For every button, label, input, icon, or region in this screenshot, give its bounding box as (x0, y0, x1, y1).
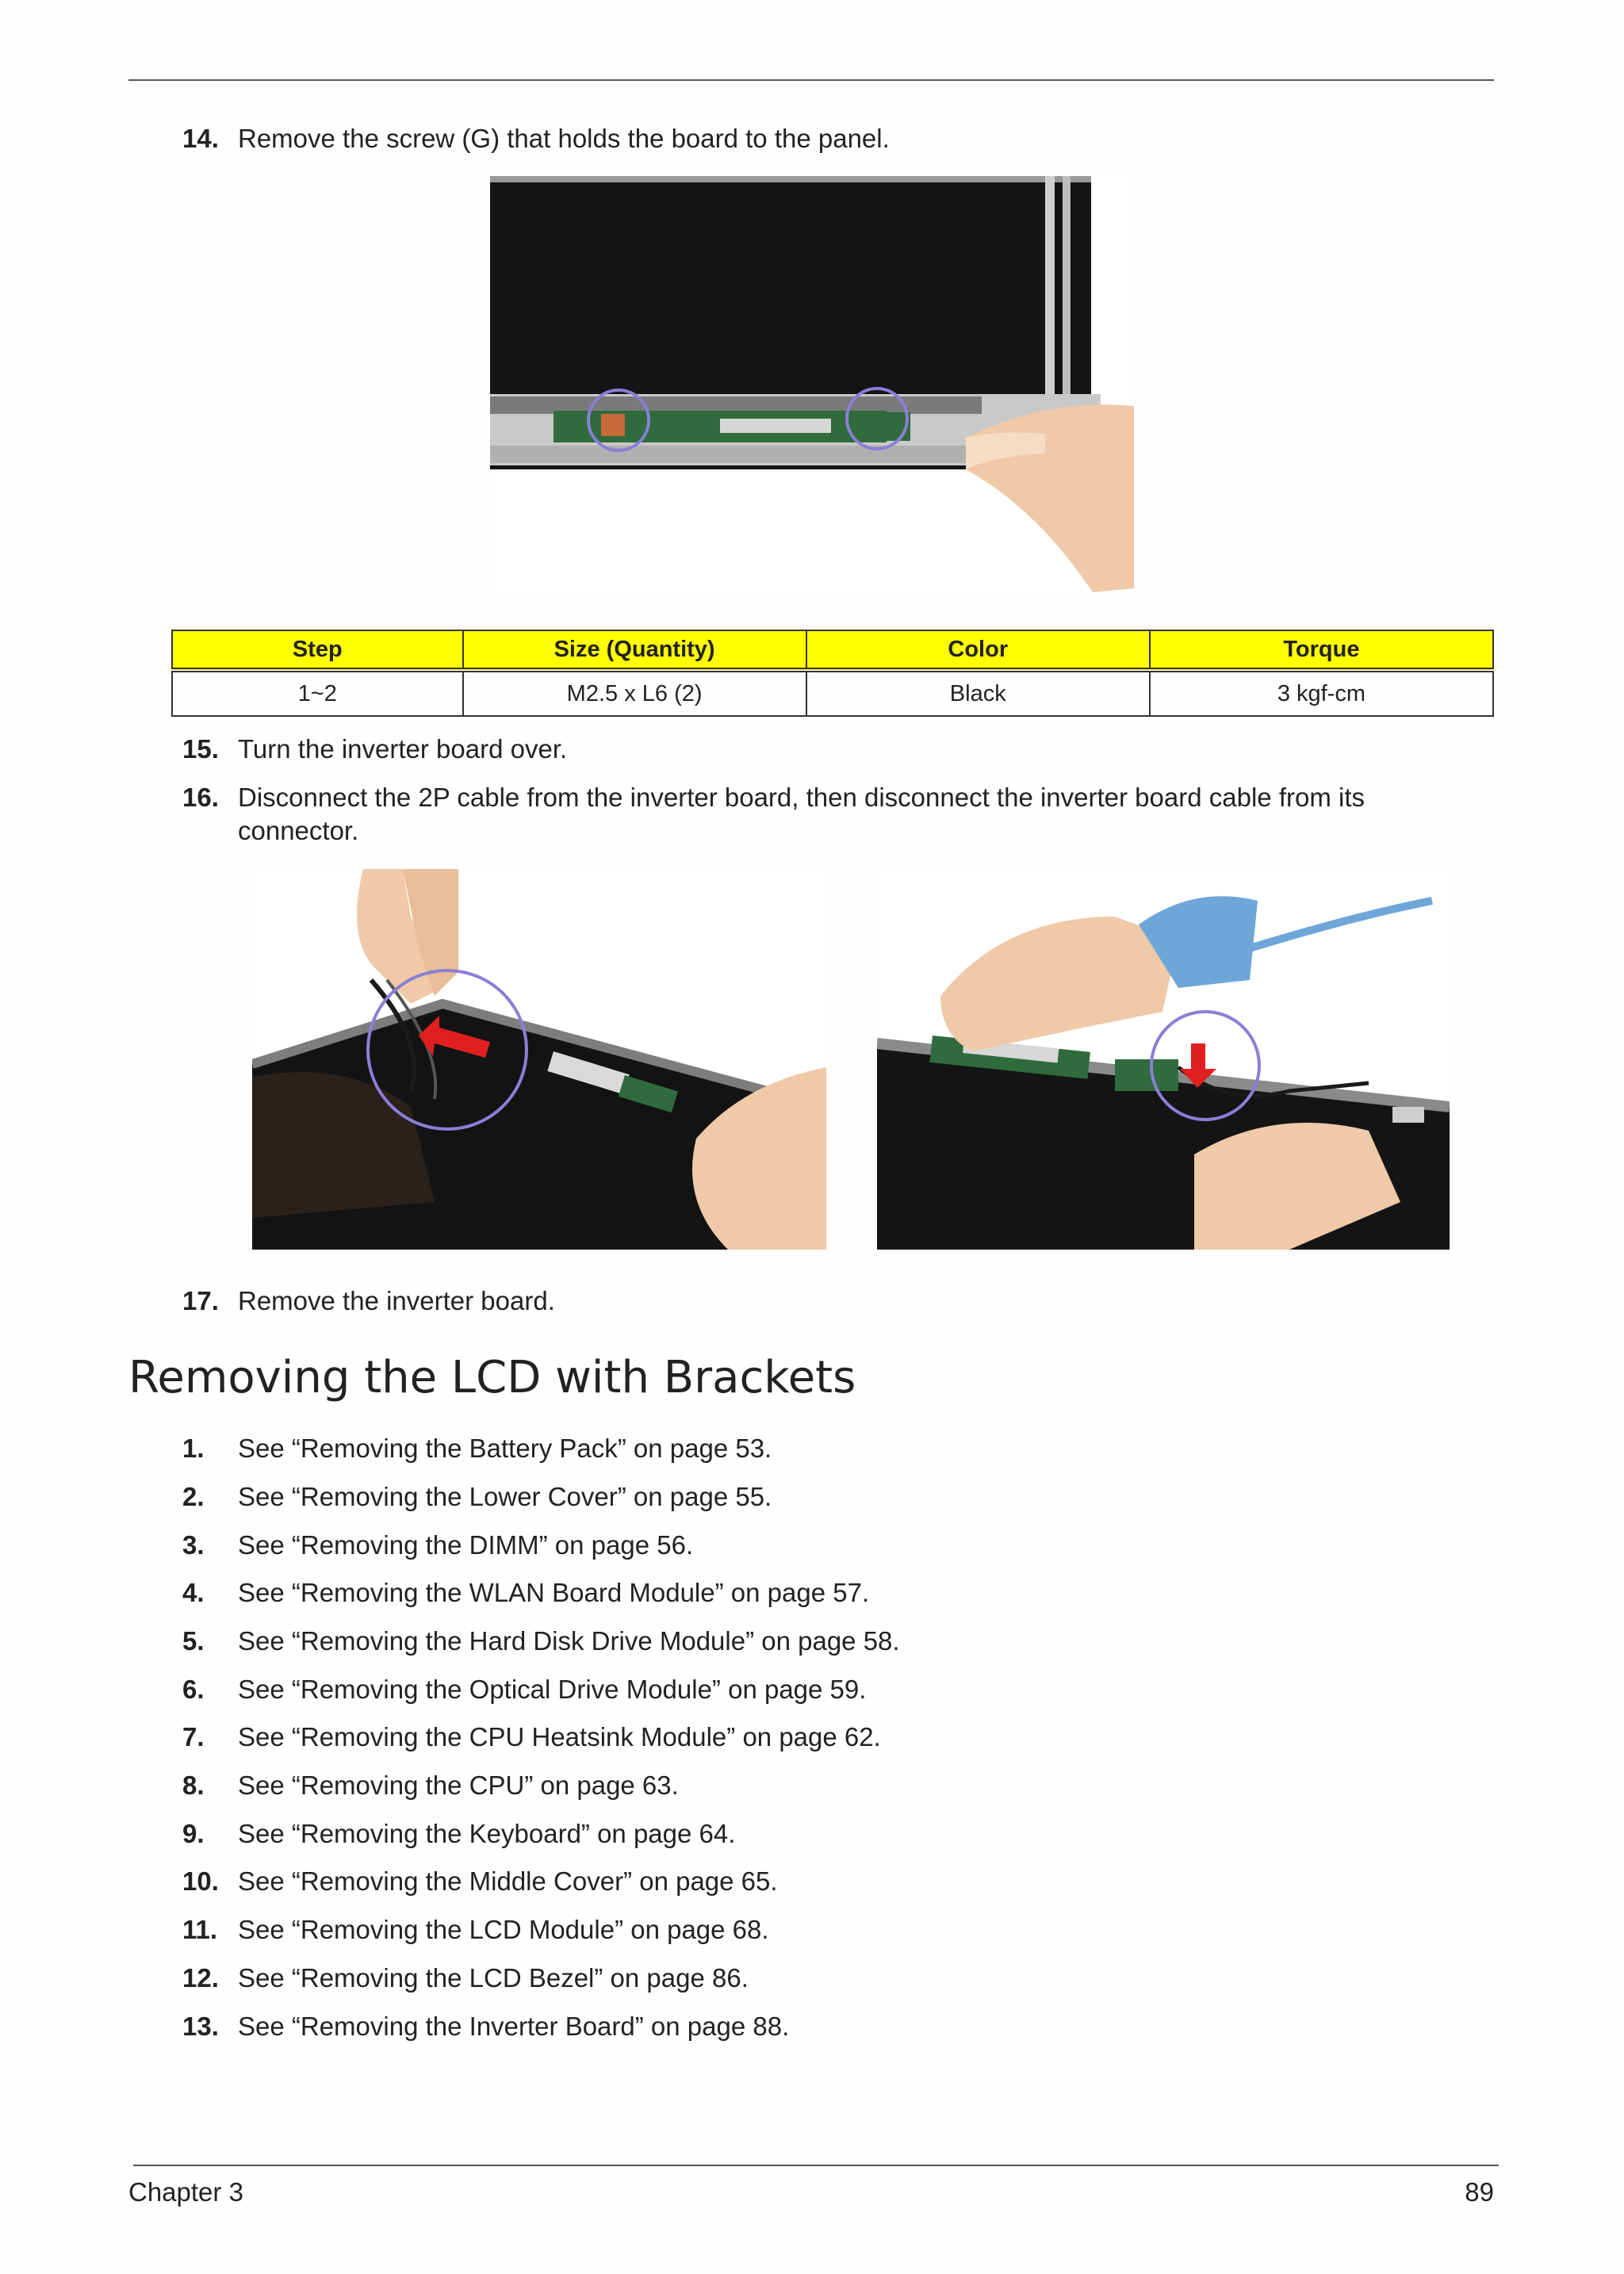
step-number: 4. (182, 1578, 205, 1607)
step-text: See “Removing the Lower Cover” on page 55. (238, 1482, 772, 1511)
step-number: 12. (182, 1963, 219, 1993)
step-number: 9. (182, 1819, 205, 1848)
step-number: 13. (182, 2012, 219, 2041)
step-number: 1. (182, 1434, 205, 1463)
step-text: See “Removing the WLAN Board Module” on page 57. (238, 1578, 870, 1607)
step-text: See “Removing the CPU Heatsink Module” on page 62. (238, 1722, 881, 1751)
screw-spec-table (171, 630, 1494, 717)
step-text: See “Removing the Keyboard” on page 64. (238, 1819, 736, 1848)
footer-page-number: 89 (1465, 2177, 1494, 2207)
header-step: Step (172, 630, 463, 670)
step-number: 15. (182, 734, 219, 764)
step-number: 2. (182, 1482, 205, 1511)
footer-rule (133, 2165, 1499, 2166)
cell-color: Black (806, 670, 1150, 716)
step-number: 17. (182, 1286, 219, 1315)
step-text: See “Removing the Battery Pack” on page 53. (238, 1434, 772, 1463)
step-number: 7. (182, 1722, 205, 1751)
table-row (172, 670, 1493, 716)
step-text: See “Removing the CPU” on page 63. (238, 1771, 679, 1800)
step-text: Remove the inverter board. (238, 1286, 555, 1315)
footer-chapter: Chapter 3 (128, 2177, 243, 2207)
step-text: See “Removing the Middle Cover” on page 65. (238, 1866, 778, 1896)
step-text: Remove the screw (G) that holds the board to the panel. (238, 124, 890, 153)
cell-step: 1~2 (172, 670, 463, 716)
step-text: See “Removing the LCD Bezel” on page 86. (238, 1963, 749, 1993)
step-text: See “Removing the Inverter Board” on page 88. (238, 2012, 790, 2041)
step-text: Turn the inverter board over. (238, 734, 568, 764)
step-number: 8. (182, 1771, 205, 1800)
header-color: Color (806, 630, 1150, 670)
step-number: 3. (182, 1530, 205, 1560)
lcd-inverter-photo (490, 176, 1134, 596)
header-size: Size (Quantity) (463, 630, 806, 670)
step-text: See “Removing the Optical Drive Module” on page 59. (238, 1675, 867, 1704)
step-number: 5. (182, 1626, 205, 1656)
cell-size: M2.5 x L6 (2) (463, 670, 806, 716)
step-number: 11. (182, 1915, 218, 1944)
table-header-row (172, 630, 1493, 670)
disconnect-inverter-cable-photo (877, 869, 1450, 1250)
step-text: See “Removing the LCD Module” on page 68. (238, 1915, 769, 1944)
step-text: See “Removing the DIMM” on page 56. (238, 1530, 694, 1560)
header-rule (128, 79, 1494, 81)
disconnect-2p-cable-photo (252, 869, 826, 1250)
step-number: 14. (182, 124, 219, 153)
step-number: 10. (182, 1866, 219, 1896)
step-text: Disconnect the 2P cable from the inverter board, then disconnect the inverter board cable from its connector. (238, 783, 1365, 845)
step-number: 6. (182, 1675, 205, 1704)
step-text: See “Removing the Hard Disk Drive Module” on page 58. (238, 1626, 900, 1656)
section-title: Removing the LCD with Brackets (128, 1352, 856, 1403)
header-torque: Torque (1150, 630, 1493, 670)
cell-torque: 3 kgf-cm (1150, 670, 1493, 716)
step-number: 16. (182, 783, 219, 812)
